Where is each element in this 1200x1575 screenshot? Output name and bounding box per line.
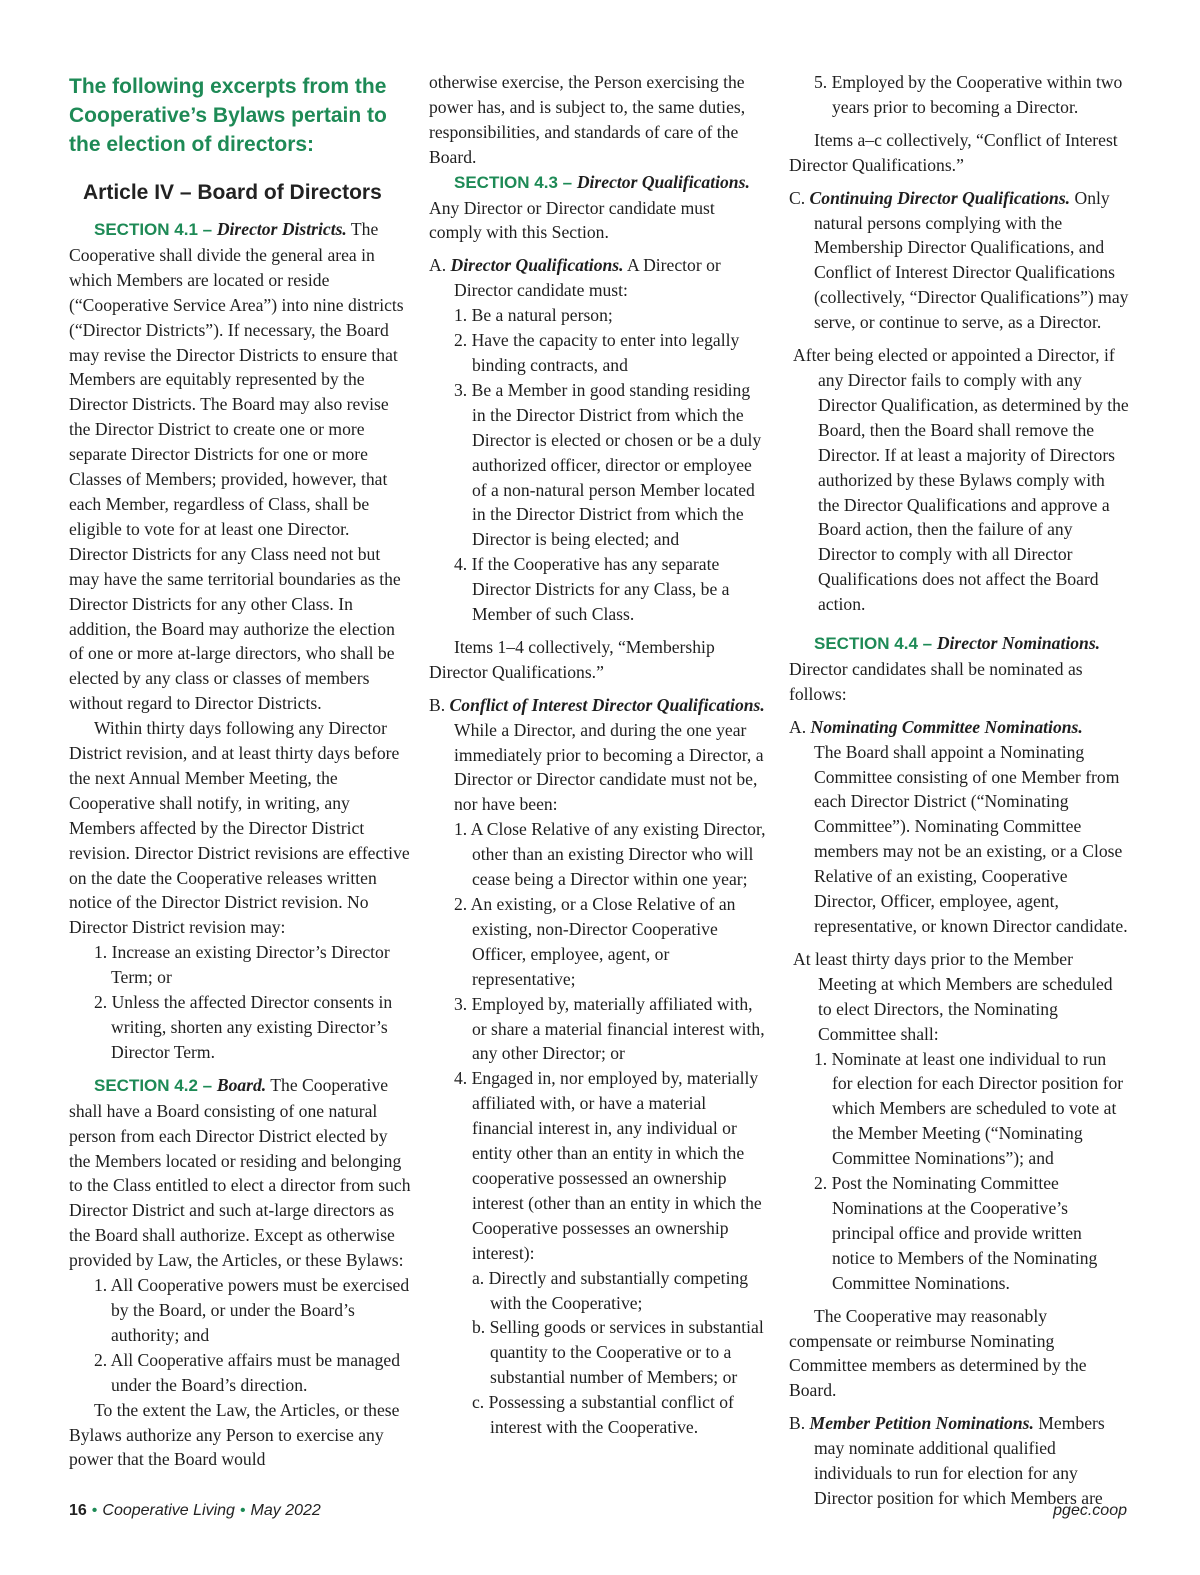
paragraph: The Cooperative may reasonably compensate or reimburse Nominating Committee members as determined by the Board. <box>789 1305 1087 1401</box>
list-item: 1. Nominate at least one individual to run for election for each Director position for which Members are scheduled to vote at the Member Meeting (“Nominating Committee Nominations”); and <box>814 1048 1124 1169</box>
section-4-3 <box>429 170 767 246</box>
list-item: 4. If the Cooperative has any separate Director Districts for any Class, be a Member of such Class. <box>454 554 730 625</box>
subsection-label: B. <box>429 694 450 715</box>
subsection-title: Continuing Director Qualifications. <box>809 187 1071 208</box>
list-subitem: c. Possessing a substantial conflict of interest with the Cooperative. <box>472 1392 734 1438</box>
list-item: 2. Post the Nominating Committee Nominations at the Cooperative’s principal office and provide written notice to Members of the Nominating Committee Nominations. <box>814 1173 1098 1293</box>
paragraph: otherwise exercise, the Person exercising the power has, and is subject to, the same duties, responsibilities, and standards of care of the Board. <box>429 72 746 167</box>
subsection-title: Conflict of Interest Director Qualifications. <box>449 694 765 715</box>
list-item: 3. Employed by, materially affiliated with, or share a material financial interest with, any other Director; or <box>454 993 765 1064</box>
section-label: SECTION 4.2 – <box>94 1075 217 1095</box>
subsection-label: A. <box>789 716 811 737</box>
subsection-b <box>429 693 767 718</box>
list-item: 2. All Cooperative affairs must be managed under the Board’s direction. <box>94 1349 401 1395</box>
items-note: Items 1–4 collectively, “Membership Director Qualifications.” <box>429 636 715 682</box>
column-2 <box>429 70 767 1440</box>
list-item: 5. Employed by the Cooperative within two years prior to becoming a Director. <box>814 72 1123 117</box>
items-note: Items a–c collectively, “Conflict of Interest Director Qualifications.” <box>789 129 1118 175</box>
list-subitem: b. Selling goods or services in substantial quantity to the Cooperative or to a substantial number of Members; or <box>472 1317 764 1388</box>
section-body: Director candidates shall be nominated as follows: <box>789 658 1083 704</box>
subsection-a <box>789 715 1129 740</box>
subsection-body: While a Director, and during the one year immediately prior to becoming a Director, a Director or Director candidate must not be, nor have been: <box>454 719 764 815</box>
section-label: SECTION 4.1 – <box>94 220 217 239</box>
list-item: 1. Increase an existing Director’s Director Term; or <box>94 942 390 988</box>
list-item: 2. Have the capacity to enter into legally binding contracts, and <box>454 330 740 375</box>
list-item: 2. Unless the affected Director consents in writing, shorten any existing Director’s Director Term. <box>94 992 393 1062</box>
section-4-1 <box>69 217 411 716</box>
paragraph: After being elected or appointed a Director, if any Director fails to comply with any Director Qualification, as determined by the Board, then the Board shall remove the Director. If at least a majority of Directors authorized by these Bylaws comply with the Director Qualifications and approve a Board action, then the failure of any Director to comply with all Director Qualifications does not affect the Board action. <box>793 345 1129 615</box>
paragraph: Within thirty days following any Director District revision, and at least thirty days before the next Annual Member Meeting, the Cooperative shall notify, in writing, any Members affected by the Director District revision. Director District revisions are effective on the date the Cooperative releases written notice of the Director District revision. No Director District revision may: <box>69 718 410 938</box>
column-3 <box>789 70 1129 1511</box>
page-number: 16 <box>69 1502 87 1519</box>
paragraph: At least thirty days prior to the Member Meeting at which Members are scheduled to elect Directors, the Nominating Committee shall: <box>793 948 1113 1044</box>
list-item: 3. Be a Member in good standing residing in the Director District from which the Director is elected or chosen or be a duly authorized officer, director or employee of a non-natural person Member located in the Director District from which the Director is being elected; and <box>454 379 762 550</box>
subsection-body: Only natural persons complying with the Membership Director Qualifications, and Conflict of Interest Director Qualifications (collectively, “Director Qualifications”) may serve, or continue to serve, as a Director. <box>814 187 1129 333</box>
section-4-2 <box>69 1073 411 1273</box>
footer-left <box>69 1502 321 1520</box>
section-body: Any Director or Director candidate must comply with this Section. <box>429 197 715 243</box>
subsection-label: A. <box>429 255 451 276</box>
section-body: The Cooperative shall divide the general area in which Members are located or reside (“Cooperative Service Area”) into nine districts (“Director Districts”). If necessary, the Board may revise the Director Districts to ensure that Members are equitably represented by the Director Districts. The Board may also revise the Director District to create one or more separate Director Districts for one or more Classes of Members; provided, however, that each Member, regardless of Class, shall be eligible to vote for at least one Director. Director Districts for any Class need not but may have the same territorial boundaries as the Director Districts for any other Class. In addition, the Board may authorize the election of one or more at-large directors, who shall be elected by any class or classes of members without regard to Director Districts. <box>69 219 404 714</box>
bullet-dot-icon: • <box>91 1502 98 1519</box>
list-item: 1. Be a natural person; <box>454 305 613 326</box>
section-title: Board. <box>216 1074 267 1095</box>
list-item: 4. Engaged in, nor employed by, materially affiliated with, or have a material financial interest in, any individual or entity other than an entity in which the cooperative possessed an ownership interest (other than an entity in which the Cooperative possesses an ownership interest): <box>454 1068 762 1263</box>
section-label: SECTION 4.3 – <box>454 172 577 192</box>
bullet-dot-icon: • <box>239 1502 246 1519</box>
list-item: 1. All Cooperative powers must be exercised by the Board, or under the Board’s authority; and <box>94 1275 410 1345</box>
subsection-b <box>789 1411 1129 1511</box>
issue-date: May 2022 <box>250 1502 321 1519</box>
subsection-body: Members may nominate additional qualified individuals to run for election for any Director position for which Members are <box>814 1413 1105 1508</box>
section-title: Director Districts. <box>216 219 347 239</box>
section-4-4 <box>789 631 1129 657</box>
magazine-name: Cooperative Living <box>102 1502 235 1519</box>
list-item: 1. A Close Relative of any existing Director, other than an existing Director who will cease being a Director within one year; <box>454 819 766 890</box>
paragraph: To the extent the Law, the Articles, or these Bylaws authorize any Person to exercise any power that the Board would <box>69 1399 400 1470</box>
list-item: 2. An existing, or a Close Relative of an existing, non-Director Cooperative Officer, employee, agent, or representative; <box>454 894 736 989</box>
subsection-title: Director Qualifications. <box>450 255 624 276</box>
subsection-label: B. <box>789 1413 810 1434</box>
column-1 <box>69 70 411 1472</box>
subsection-a <box>429 253 767 303</box>
subsection-title: Nominating Committee Nominations. <box>810 716 1083 737</box>
footer-website[interactable]: pgec.coop <box>1053 1502 1127 1519</box>
subsection-c <box>789 186 1129 335</box>
subsection-title: Member Petition Nominations. <box>809 1413 1034 1434</box>
intro-heading: The following excerpts from the Cooperative’s Bylaws pertain to the election of directors: <box>69 75 387 156</box>
subsection-body: A Director or Director candidate must: <box>454 255 721 301</box>
subsection-label: C. <box>789 187 810 208</box>
list-subitem: a. Directly and substantially competing with the Cooperative; <box>472 1267 749 1313</box>
article-heading: Article IV – Board of Directors <box>83 181 382 204</box>
section-title: Director Nominations. <box>936 633 1101 654</box>
section-body: The Cooperative shall have a Board consisting of one natural person from each Director District elected by the Members located or residing and belonging to the Class entitled to elect a director from such Director District and such at-large directors as the Board shall authorize. Except as otherwise provided by Law, the Articles, or these Bylaws: <box>69 1074 411 1271</box>
section-label: SECTION 4.4 – <box>814 634 937 654</box>
subsection-body: The Board shall appoint a Nominating Committee consisting of one Member from each Director District (“Nominating Committee”). Nominating Committee members may not be an existing, or a Close Relative of an existing, Cooperative Director, Officer, employee, agent, representative, or known Director candidate. <box>814 741 1128 936</box>
section-title: Director Qualifications. <box>576 171 750 192</box>
